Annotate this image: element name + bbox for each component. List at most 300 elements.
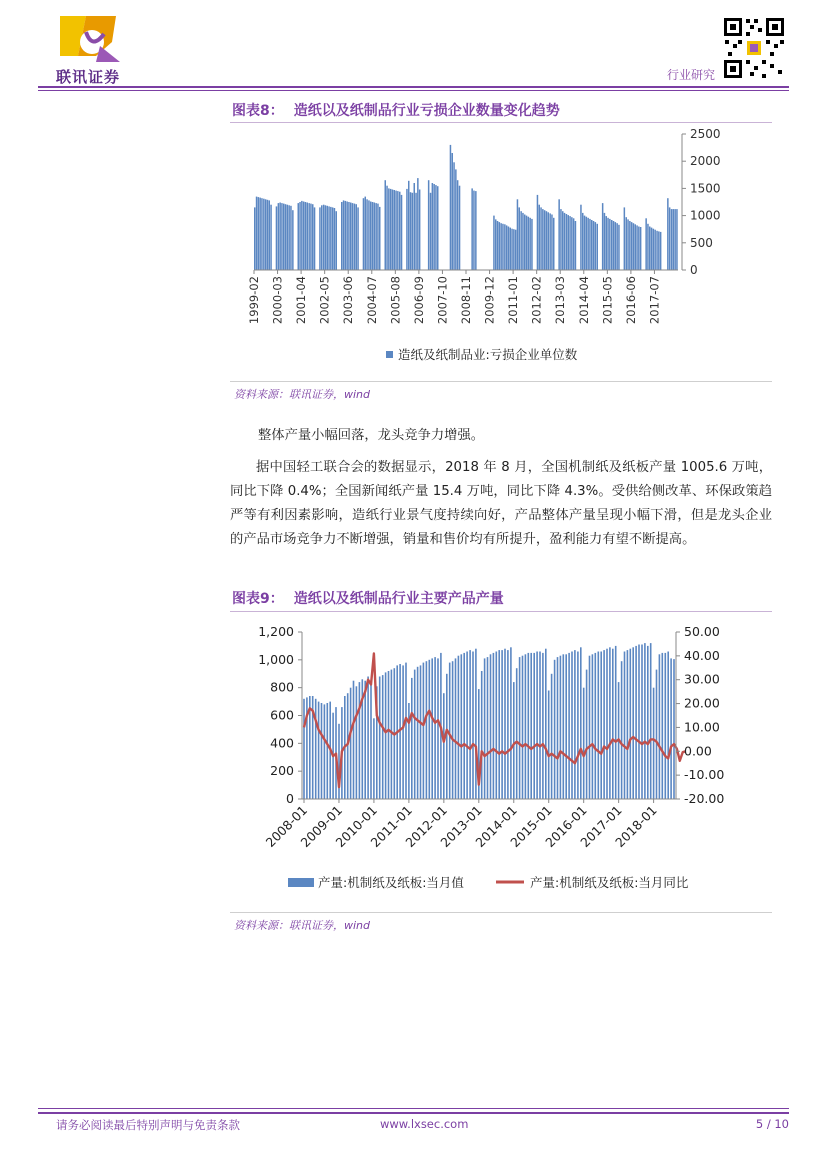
bar-2000-02 bbox=[276, 206, 278, 270]
x-tick-label: 2013-01 bbox=[437, 802, 485, 851]
bar-2009-08 bbox=[359, 682, 361, 799]
x-tick-label: 2008-01 bbox=[262, 802, 311, 851]
bar-2013-02 bbox=[481, 671, 483, 799]
bar-2017-05 bbox=[630, 649, 632, 799]
bar-1999-04 bbox=[258, 197, 260, 270]
figure8-title bbox=[232, 100, 560, 120]
bar-2015-10 bbox=[574, 650, 576, 799]
left-tick-label: 800 bbox=[270, 679, 294, 695]
bar-2000-10 bbox=[290, 206, 292, 270]
bar-2014-04 bbox=[584, 216, 586, 270]
bar-2015-09 bbox=[615, 222, 617, 270]
bar-2017-09 bbox=[658, 231, 660, 270]
body-heading: 整体产量小幅回落，龙头竞争力增强。 bbox=[258, 428, 485, 443]
bar-2018-03 bbox=[669, 207, 671, 270]
bar-2008-01 bbox=[303, 699, 305, 799]
bar-2011-11 bbox=[437, 658, 439, 799]
x-tick-label: 2005-08 bbox=[388, 276, 403, 325]
bar-2006-07 bbox=[415, 193, 417, 270]
bar-2008-03 bbox=[452, 153, 454, 270]
bar-2014-06 bbox=[528, 653, 530, 799]
bar-2005-02 bbox=[385, 180, 387, 270]
bar-1999-10 bbox=[269, 200, 271, 270]
bar-2014-11 bbox=[597, 224, 599, 270]
bar-2018-04 bbox=[671, 209, 673, 270]
bar-2005-11 bbox=[401, 195, 403, 270]
bar-2017-05 bbox=[651, 228, 653, 270]
figure9-label: 图表9： bbox=[232, 591, 284, 607]
bar-2010-05 bbox=[499, 222, 501, 270]
left-tick-label: 1,000 bbox=[258, 651, 294, 667]
bar-2007-05 bbox=[433, 184, 435, 270]
bar-2003-03 bbox=[343, 200, 345, 270]
bar-2000-03 bbox=[278, 203, 280, 270]
x-tick-label: 1999-02 bbox=[247, 276, 261, 325]
bar-2015-02 bbox=[551, 674, 553, 799]
bar-2009-04 bbox=[475, 191, 477, 270]
x-tick-label: 2004-07 bbox=[364, 276, 379, 325]
bar-2012-12 bbox=[475, 649, 477, 799]
bar-2001-02 bbox=[298, 203, 300, 270]
bar-2001-04 bbox=[301, 201, 303, 270]
right-tick-label: 40.00 bbox=[684, 647, 720, 663]
bar-2013-11 bbox=[507, 650, 509, 799]
bar-2016-12 bbox=[615, 646, 617, 799]
x-tick-label: 2010-01 bbox=[332, 802, 381, 851]
bar-2016-07 bbox=[600, 652, 602, 800]
bar-2011-03 bbox=[517, 199, 519, 270]
bar-2012-08 bbox=[463, 653, 465, 799]
bar-2009-07 bbox=[356, 686, 358, 799]
bar-2003-09 bbox=[354, 204, 356, 270]
bar-2015-10 bbox=[616, 223, 618, 270]
bar-2003-10 bbox=[356, 204, 358, 270]
bar-2012-09 bbox=[466, 652, 468, 800]
bar-2015-08 bbox=[613, 221, 615, 270]
bar-2018-06 bbox=[667, 652, 669, 800]
bar-2011-11 bbox=[531, 219, 533, 270]
bar-2008-05 bbox=[315, 699, 317, 799]
bar-2016-06 bbox=[631, 222, 633, 270]
bar-2010-08 bbox=[504, 224, 506, 270]
bar-2015-09 bbox=[571, 652, 573, 800]
x-tick-label: 2012-02 bbox=[529, 276, 544, 325]
x-tick-label: 2014-04 bbox=[576, 276, 591, 325]
bar-2018-05 bbox=[673, 209, 675, 270]
bar-2014-08 bbox=[591, 220, 593, 270]
x-tick-label: 2002-05 bbox=[317, 276, 332, 325]
bar-2000-06 bbox=[283, 204, 285, 270]
bar-2005-06 bbox=[392, 190, 394, 271]
y-tick-label: 500 bbox=[690, 235, 713, 250]
x-tick-label: 2017-07 bbox=[647, 276, 662, 325]
bar-2008-07 bbox=[321, 703, 323, 799]
bar-2013-03 bbox=[484, 658, 486, 799]
x-tick-label: 2012-01 bbox=[402, 802, 450, 851]
bar-2011-02 bbox=[515, 230, 517, 270]
bar-2014-10 bbox=[539, 652, 541, 800]
bar-2001-05 bbox=[303, 202, 305, 271]
right-tick-label: -10.00 bbox=[684, 767, 725, 783]
bar-2013-10 bbox=[504, 649, 506, 799]
bar-2007-07 bbox=[437, 186, 439, 270]
bar-2009-05 bbox=[350, 688, 352, 799]
right-tick-label: 20.00 bbox=[684, 695, 720, 711]
bar-2016-04 bbox=[592, 654, 594, 799]
bar-2016-08 bbox=[603, 650, 605, 799]
x-tick-label: 2008-11 bbox=[459, 276, 473, 325]
bar-2011-08 bbox=[526, 216, 528, 270]
bar-2017-11 bbox=[647, 646, 649, 799]
right-tick-label: 30.00 bbox=[684, 671, 720, 687]
bar-2018-05 bbox=[665, 653, 667, 799]
bar-2001-09 bbox=[310, 204, 312, 270]
bar-2018-03 bbox=[659, 654, 661, 799]
body-paragraph bbox=[230, 456, 772, 552]
bar-2015-07 bbox=[611, 220, 613, 270]
bar-2011-04 bbox=[519, 207, 521, 270]
bar-2013-05 bbox=[490, 654, 492, 799]
figure9-bottom-rule bbox=[230, 912, 772, 913]
bar-2013-08 bbox=[569, 216, 571, 270]
bar-2005-03 bbox=[386, 186, 388, 270]
bar-2004-09 bbox=[375, 203, 377, 270]
bar-2001-06 bbox=[305, 202, 307, 270]
bar-2013-03 bbox=[560, 209, 562, 270]
bar-2012-05 bbox=[542, 209, 544, 270]
x-tick-label: 2007-10 bbox=[435, 276, 450, 325]
x-tick-label: 2016-01 bbox=[542, 802, 590, 851]
bar-2014-05 bbox=[525, 654, 527, 799]
figure8-title-text: 造纸以及纸制品行业亏损企业数量变化趋势 bbox=[293, 103, 560, 119]
bar-2012-09 bbox=[549, 213, 551, 270]
bar-2014-05 bbox=[586, 217, 588, 270]
bar-2001-03 bbox=[299, 202, 301, 270]
bar-2012-11 bbox=[553, 218, 555, 270]
bar-2011-04 bbox=[417, 667, 419, 799]
bar-2003-02 bbox=[341, 202, 343, 270]
bar-2001-11 bbox=[314, 207, 316, 270]
bar-2015-03 bbox=[554, 660, 556, 799]
x-tick-label: 2015-01 bbox=[507, 802, 555, 851]
bar-2008-07 bbox=[459, 186, 461, 270]
bar-2012-07 bbox=[461, 654, 463, 799]
figure8-source: 资料来源：联讯证券，wind bbox=[234, 388, 371, 401]
bar-2004-05 bbox=[368, 200, 370, 270]
legend-swatch-bars bbox=[288, 878, 314, 887]
bar-2002-08 bbox=[330, 207, 332, 270]
bar-2014-09 bbox=[536, 652, 538, 800]
bar-2017-09 bbox=[641, 645, 643, 800]
bar-2018-07 bbox=[676, 209, 678, 270]
bar-2008-06 bbox=[457, 180, 459, 270]
x-tick-label: 2009-12 bbox=[482, 276, 497, 325]
bar-2011-02 bbox=[411, 678, 413, 799]
bar-2016-10 bbox=[609, 647, 611, 799]
bar-2012-07 bbox=[546, 211, 548, 270]
bar-2017-07 bbox=[654, 230, 656, 270]
bar-2015-04 bbox=[557, 657, 559, 799]
bar-2014-03 bbox=[582, 213, 584, 270]
section-label: 行业研究 bbox=[666, 68, 715, 82]
bar-2004-08 bbox=[374, 203, 376, 271]
bar-2010-01 bbox=[373, 718, 375, 799]
bar-2011-06 bbox=[423, 663, 425, 799]
bar-2014-04 bbox=[522, 656, 524, 799]
bar-2001-07 bbox=[307, 203, 309, 271]
bar-2000-05 bbox=[281, 203, 283, 270]
bar-2006-06 bbox=[414, 183, 416, 270]
bar-2016-09 bbox=[606, 649, 608, 799]
bar-2012-05 bbox=[455, 658, 457, 799]
y-tick-label: 1000 bbox=[690, 208, 721, 223]
bar-2004-03 bbox=[365, 197, 367, 270]
x-tick-label: 2011-01 bbox=[367, 802, 416, 851]
figure9-title-text: 造纸以及纸制品行业主要产品产量 bbox=[293, 591, 504, 607]
x-tick-label: 2011-01 bbox=[506, 276, 521, 325]
bar-2001-08 bbox=[308, 203, 310, 270]
bar-2015-01 bbox=[548, 691, 550, 800]
figure9-source: 资料来源：联讯证券，wind bbox=[234, 919, 371, 932]
bar-2002-06 bbox=[327, 206, 329, 270]
bar-2009-11 bbox=[367, 677, 369, 800]
bar-2012-06 bbox=[544, 210, 546, 270]
bar-2015-11 bbox=[577, 652, 579, 800]
y-tick-label: 0 bbox=[690, 263, 698, 277]
bar-2002-07 bbox=[328, 206, 330, 270]
bar-2011-07 bbox=[524, 215, 526, 271]
bar-2016-03 bbox=[626, 217, 628, 270]
qr-code bbox=[722, 16, 786, 80]
left-tick-label: 400 bbox=[270, 735, 294, 751]
bar-2014-09 bbox=[593, 221, 595, 270]
legend-label: 造纸及纸制品业:亏损企业单位数 bbox=[398, 347, 578, 362]
bar-2013-05 bbox=[564, 213, 566, 270]
bar-2003-05 bbox=[346, 202, 348, 271]
bar-2014-02 bbox=[580, 205, 582, 270]
bar-2009-12 bbox=[370, 684, 372, 800]
bar-2012-08 bbox=[548, 212, 550, 270]
x-tick-label: 2014-01 bbox=[472, 802, 520, 851]
body-paragraph-text: 据中国轻工联合会的数据显示，2018 年 8 月，全国机制纸及纸板产量 1005.6 万吨，同比下降 0.4%；全国新闻纸产量 15.4 万吨，同比下降 4.3%。受供给侧改革、环保政策趋严等有利因素影响，造纸行业景气度持续向好，产品整体产量呈现小幅下滑，但是龙头企业的产品市场竞争力不断增强，销量和售价均有所提升，盈利能力有望不断提高。 bbox=[230, 460, 772, 547]
bar-2003-11 bbox=[357, 207, 359, 270]
bar-2012-11 bbox=[472, 652, 474, 800]
bar-2009-02 bbox=[471, 188, 473, 270]
bar-2015-04 bbox=[606, 216, 608, 270]
bar-2015-07 bbox=[565, 654, 567, 799]
bar-2015-06 bbox=[563, 654, 565, 799]
x-tick-label: 2001-04 bbox=[294, 276, 309, 325]
line-yoy bbox=[304, 654, 686, 788]
x-tick-label: 2003-06 bbox=[341, 276, 356, 325]
bar-2017-04 bbox=[627, 650, 629, 799]
legend-label-bars: 产量:机制纸及纸板:当月值 bbox=[318, 875, 464, 890]
bar-2014-12 bbox=[545, 649, 547, 799]
bar-2015-08 bbox=[568, 653, 570, 799]
x-tick-label: 2006-09 bbox=[411, 276, 426, 325]
bar-2017-06 bbox=[632, 647, 634, 799]
bar-2012-04 bbox=[540, 207, 542, 270]
bar-2017-08 bbox=[638, 645, 640, 800]
bar-2001-10 bbox=[312, 204, 314, 270]
bar-2018-02 bbox=[656, 670, 658, 799]
bar-2016-04 bbox=[627, 219, 629, 270]
bar-2013-04 bbox=[487, 657, 489, 799]
x-tick-label: 2009-01 bbox=[297, 802, 346, 851]
bar-2000-07 bbox=[285, 204, 287, 270]
bar-2002-02 bbox=[319, 207, 321, 270]
bar-2016-03 bbox=[589, 656, 591, 799]
bar-2002-05 bbox=[325, 205, 327, 270]
bar-2006-05 bbox=[412, 193, 414, 270]
bar-2005-09 bbox=[397, 191, 399, 270]
right-tick-label: 10.00 bbox=[684, 719, 720, 735]
bar-2011-08 bbox=[429, 660, 431, 799]
footer-page-number: 5 / 10 bbox=[755, 1117, 789, 1131]
bar-2010-11 bbox=[402, 665, 404, 799]
chart-loss-enterprises bbox=[230, 124, 750, 376]
bar-2007-02 bbox=[428, 180, 430, 270]
bar-2012-06 bbox=[458, 656, 460, 799]
bar-2005-05 bbox=[390, 189, 392, 270]
bar-2011-10 bbox=[529, 218, 531, 270]
bar-2008-09 bbox=[327, 703, 329, 799]
bar-2018-06 bbox=[674, 209, 676, 270]
bar-1999-08 bbox=[265, 199, 267, 270]
bar-2013-06 bbox=[493, 653, 495, 799]
bar-2012-04 bbox=[452, 661, 454, 799]
bar-2013-10 bbox=[573, 218, 575, 270]
bar-1999-05 bbox=[259, 198, 261, 270]
x-tick-label: 2018-01 bbox=[612, 802, 660, 851]
bar-2008-08 bbox=[324, 704, 326, 799]
left-tick-label: 0 bbox=[286, 791, 294, 806]
bar-2002-11 bbox=[336, 211, 338, 270]
bar-2018-07 bbox=[670, 658, 672, 799]
bar-2011-06 bbox=[522, 213, 524, 270]
figure8-label: 图表8： bbox=[232, 103, 284, 119]
figure9-title-rule bbox=[230, 611, 772, 612]
bar-2016-09 bbox=[636, 225, 638, 270]
bar-2002-03 bbox=[321, 205, 323, 270]
bar-2000-09 bbox=[288, 205, 290, 270]
bar-2004-07 bbox=[372, 202, 374, 270]
bar-1999-07 bbox=[263, 199, 265, 270]
bar-2017-07 bbox=[635, 646, 637, 799]
figure8-title-rule bbox=[230, 122, 772, 123]
company-logo-text: 联讯证券 bbox=[56, 68, 121, 86]
bar-2009-03 bbox=[473, 191, 475, 270]
bar-2012-02 bbox=[537, 195, 539, 270]
bar-2015-03 bbox=[604, 213, 606, 270]
bar-2017-04 bbox=[649, 227, 651, 271]
bar-2008-06 bbox=[318, 702, 320, 799]
bar-2016-02 bbox=[586, 670, 588, 799]
bar-2005-08 bbox=[395, 191, 397, 270]
bar-2012-10 bbox=[551, 215, 553, 271]
bar-2010-03 bbox=[379, 677, 381, 800]
bar-2015-05 bbox=[607, 218, 609, 270]
left-tick-label: 1,200 bbox=[258, 624, 294, 639]
bar-2006-08 bbox=[417, 178, 419, 270]
bar-2003-08 bbox=[352, 203, 354, 270]
bar-2017-08 bbox=[656, 231, 658, 270]
bar-2010-06 bbox=[388, 671, 390, 799]
footer-website: www.lxsec.com bbox=[380, 1117, 469, 1131]
bar-2005-10 bbox=[399, 192, 401, 270]
bar-2016-07 bbox=[633, 223, 635, 270]
bar-2017-10 bbox=[660, 232, 662, 270]
bar-2010-02 bbox=[493, 216, 495, 270]
bar-2011-01 bbox=[513, 229, 515, 270]
bar-2016-01 bbox=[583, 688, 585, 799]
bar-2014-03 bbox=[519, 657, 521, 799]
bar-2011-09 bbox=[528, 217, 530, 270]
bar-2003-04 bbox=[345, 201, 347, 270]
right-tick-label: -20.00 bbox=[684, 791, 725, 806]
bar-2008-02 bbox=[450, 145, 452, 270]
bar-1999-09 bbox=[267, 200, 269, 270]
x-tick-label: 2013-03 bbox=[553, 276, 568, 325]
bar-2014-11 bbox=[542, 653, 544, 799]
bar-2011-05 bbox=[420, 665, 422, 799]
bar-2011-10 bbox=[434, 657, 436, 799]
legend-swatch bbox=[386, 351, 393, 358]
footer-disclaimer: 请务必阅读最后特别声明与免责条款 bbox=[56, 1118, 240, 1132]
bar-2010-12 bbox=[511, 229, 513, 270]
bar-2004-11 bbox=[379, 207, 381, 270]
bar-2017-02 bbox=[645, 218, 647, 270]
bar-2013-06 bbox=[566, 214, 568, 270]
bar-2014-07 bbox=[530, 653, 532, 799]
bar-2000-11 bbox=[292, 210, 294, 270]
bar-2014-02 bbox=[516, 668, 518, 799]
bar-1999-03 bbox=[256, 197, 257, 270]
x-tick-label: 2000-03 bbox=[270, 276, 285, 325]
left-tick-label: 600 bbox=[270, 707, 294, 723]
bar-2015-02 bbox=[602, 203, 604, 270]
bar-2014-10 bbox=[595, 222, 597, 270]
bar-2017-12 bbox=[650, 643, 652, 799]
x-tick-label: 2016-06 bbox=[623, 276, 638, 325]
bar-2002-04 bbox=[323, 205, 325, 270]
bar-2008-04 bbox=[453, 162, 455, 270]
bar-2006-02 bbox=[406, 189, 408, 270]
bar-2010-11 bbox=[510, 228, 512, 270]
bar-2010-04 bbox=[497, 221, 499, 270]
x-tick-label: 2015-05 bbox=[600, 276, 615, 325]
bar-2017-03 bbox=[647, 224, 649, 270]
bar-2011-09 bbox=[431, 658, 433, 799]
bar-2018-02 bbox=[667, 198, 669, 270]
bar-2004-04 bbox=[366, 199, 368, 270]
bar-2014-06 bbox=[587, 218, 589, 270]
left-tick-label: 200 bbox=[270, 763, 294, 779]
bar-2013-04 bbox=[562, 211, 564, 270]
bar-2011-05 bbox=[520, 211, 522, 270]
bar-2016-11 bbox=[640, 227, 642, 270]
bar-1999-11 bbox=[270, 205, 272, 270]
bar-2010-12 bbox=[405, 663, 407, 799]
footer-rule bbox=[38, 1108, 789, 1109]
bar-2010-04 bbox=[382, 675, 384, 799]
footer-rule-thick bbox=[38, 1112, 789, 1114]
bar-2011-07 bbox=[426, 661, 428, 799]
figure9-title bbox=[232, 588, 504, 608]
bar-2000-04 bbox=[279, 203, 281, 271]
bar-2006-09 bbox=[419, 190, 421, 271]
bar-2005-07 bbox=[394, 190, 396, 270]
